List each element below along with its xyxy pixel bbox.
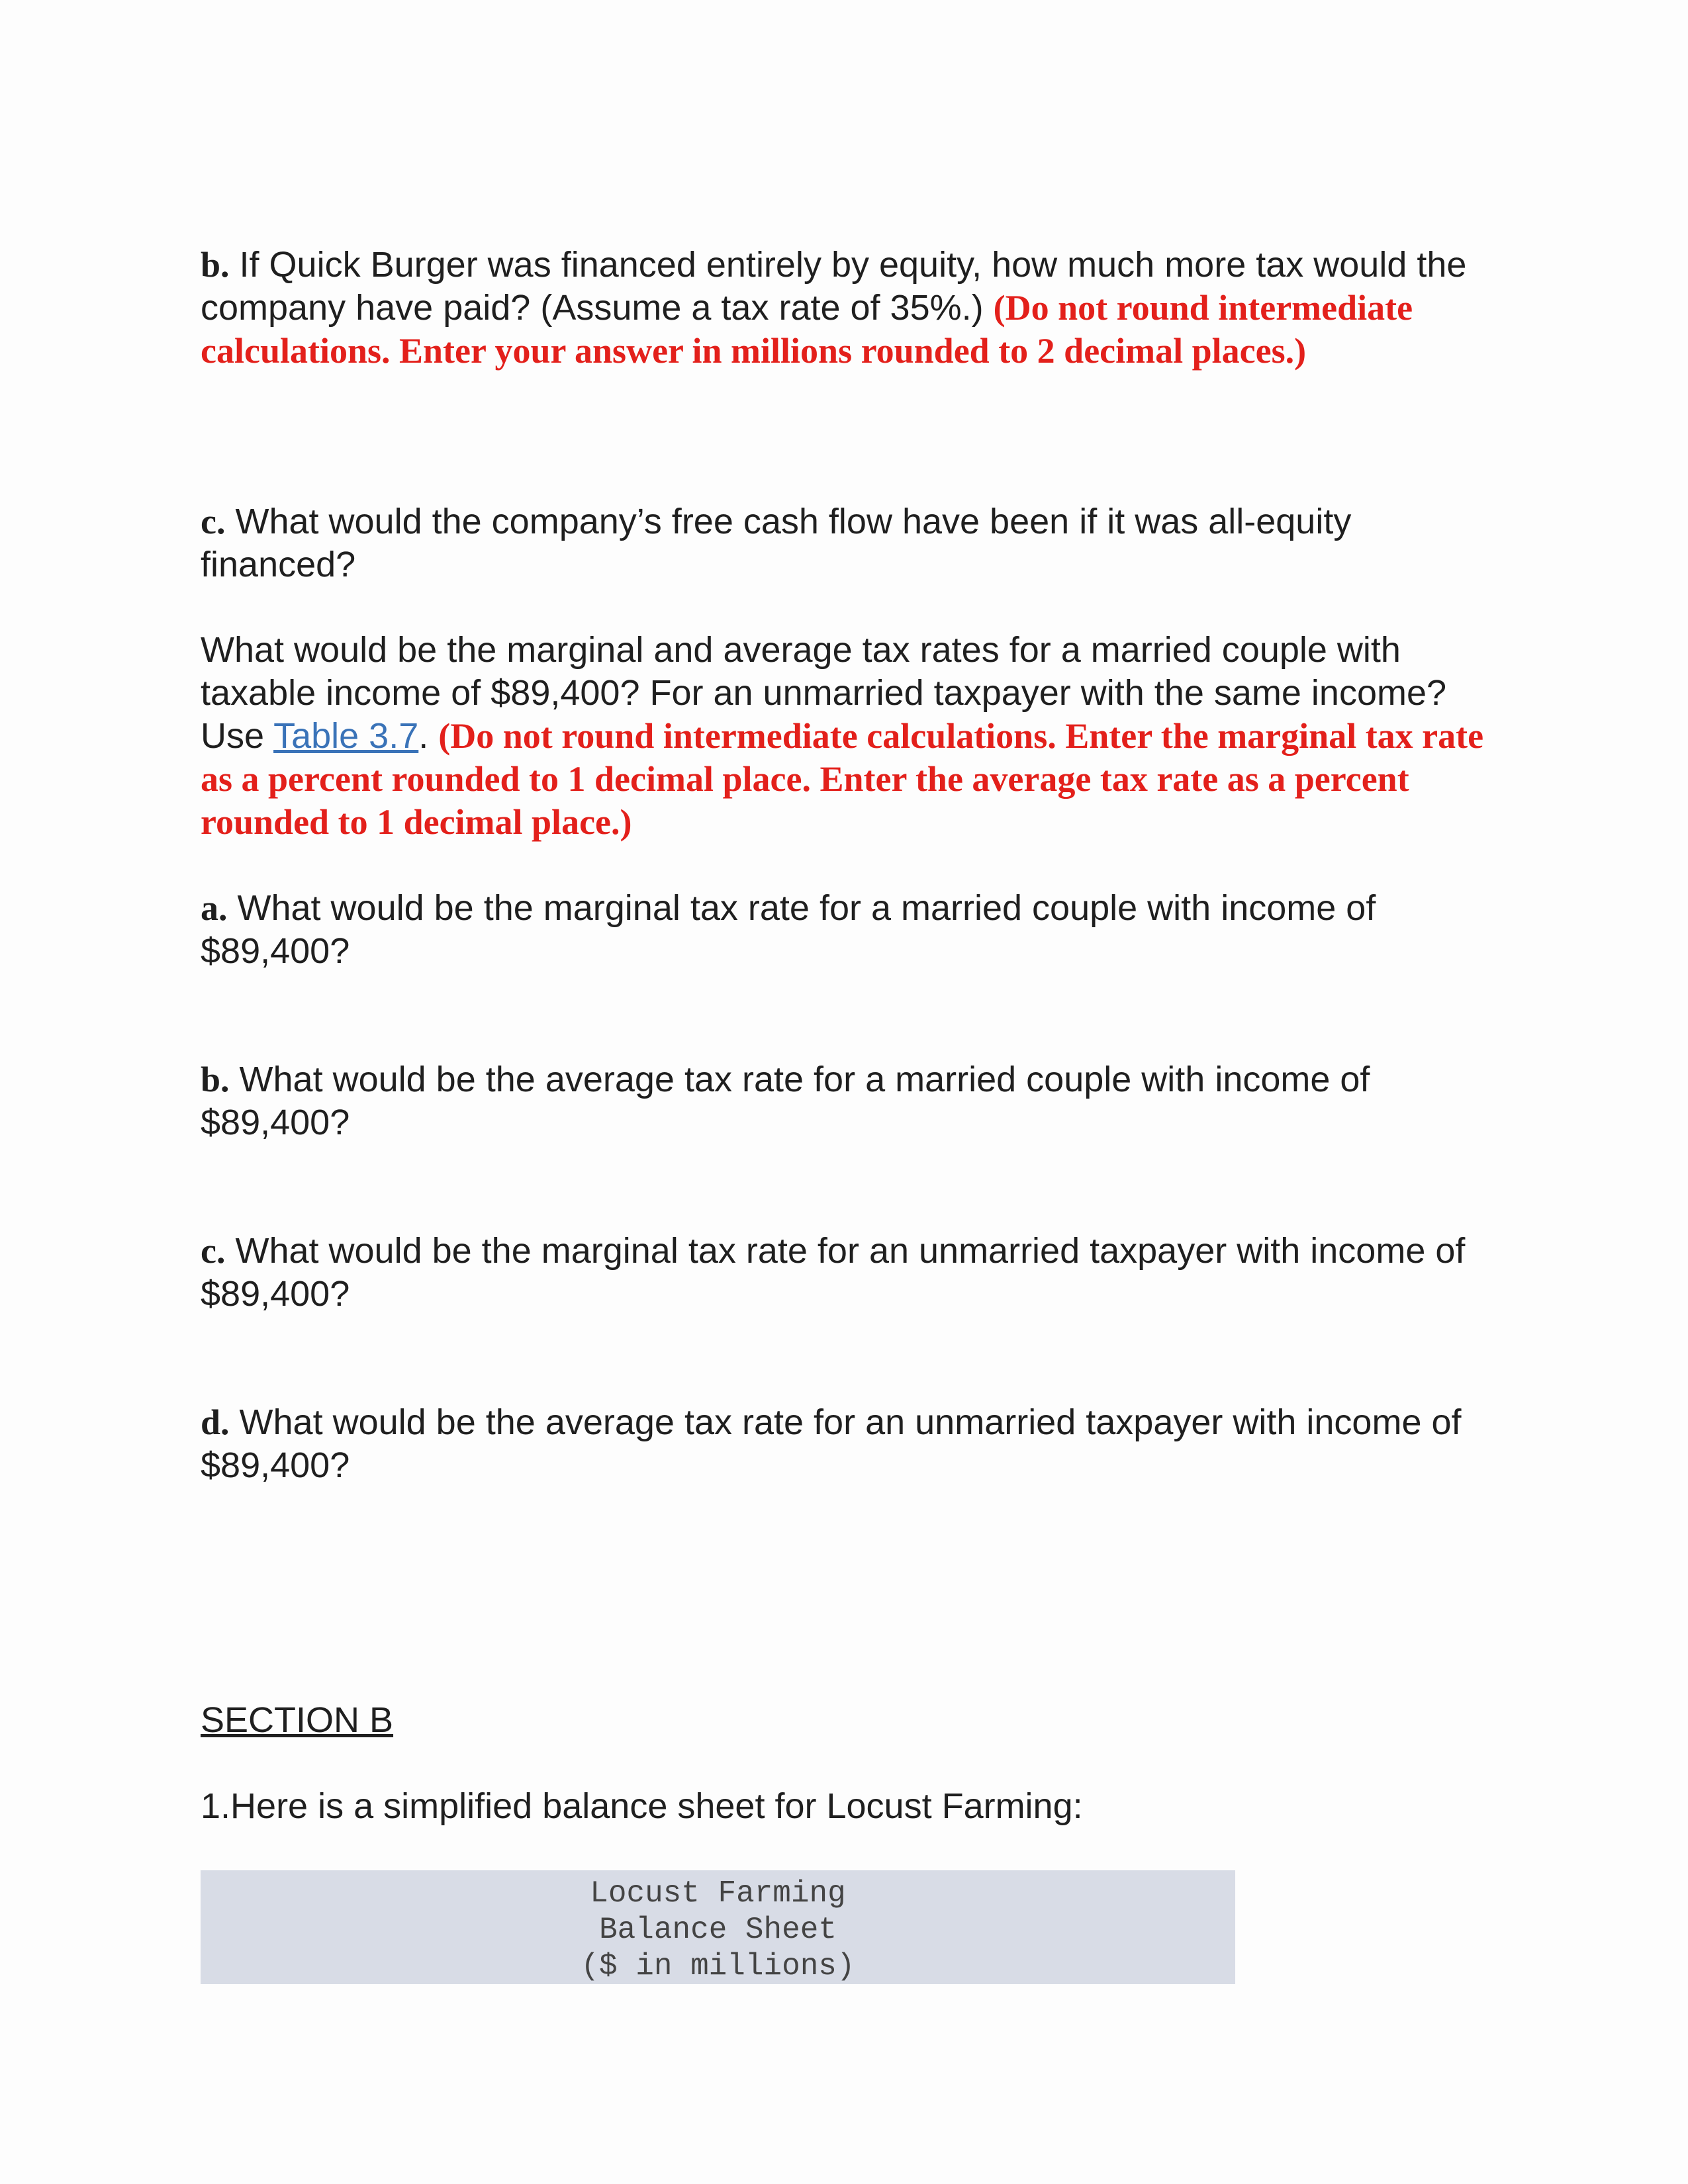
section-heading: SECTION B (201, 1700, 394, 1740)
question-text: What would be the marginal tax rate for a married couple with income of $89,400? (201, 888, 1376, 971)
question-2c (201, 1230, 1498, 1316)
balance-sheet-title (201, 1870, 1235, 1985)
table-link[interactable]: Table 3.7 (273, 716, 419, 756)
question-text: What would the company’s free cash flow have been if it was all-equity financed? (201, 502, 1352, 584)
question-text: What would be the average tax rate for an unmarried taxpayer with income of $89,400? (201, 1402, 1462, 1485)
question-text: What would be the marginal tax rate for an unmarried taxpayer with income of $89,400? (201, 1231, 1466, 1314)
question-2d (201, 1401, 1498, 1487)
question-2-intro (201, 629, 1498, 844)
statement-name: Balance Sheet (599, 1913, 837, 1947)
units-note: ($ in millions) (581, 1949, 855, 1983)
question-1b (201, 244, 1498, 373)
question-label: a. (201, 888, 228, 928)
question-label: d. (201, 1402, 230, 1442)
question-label: b. (201, 1060, 230, 1099)
question-2a (201, 887, 1498, 973)
question-text-tail: . (418, 716, 439, 756)
question-2b (201, 1058, 1498, 1144)
question-label: b. (201, 245, 230, 285)
question-text: What would be the average tax rate for a married couple with income of $89,400? (201, 1060, 1370, 1142)
question-text: What would be the marginal and average tax rates for a married couple with taxable income of $89,400? For an unmarried taxpayer with the same income? Use (201, 630, 1447, 756)
balance-sheet-header (201, 1870, 1235, 1984)
question-1c (201, 500, 1498, 586)
instruction-note: (Do not round intermediate calculations. Enter your answer in millions rounded to 2 decimal places.) (201, 288, 1413, 371)
question-text: If Quick Burger was financed entirely by equity, how much more tax would the company have paid? (Assume a tax rate of 35%.) (201, 245, 1467, 328)
question-label: c. (201, 1231, 226, 1271)
instruction-note: (Do not round intermediate calculations. Enter the marginal tax rate as a percent rounded to 1 decimal place. Enter the average tax rate as a percent rounded to 1 decimal place.) (201, 716, 1484, 842)
question-label: c. (201, 502, 226, 541)
section-intro: 1.Here is a simplified balance sheet for Locust Farming: (201, 1786, 1083, 1826)
company-name: Locust Farming (590, 1876, 846, 1911)
